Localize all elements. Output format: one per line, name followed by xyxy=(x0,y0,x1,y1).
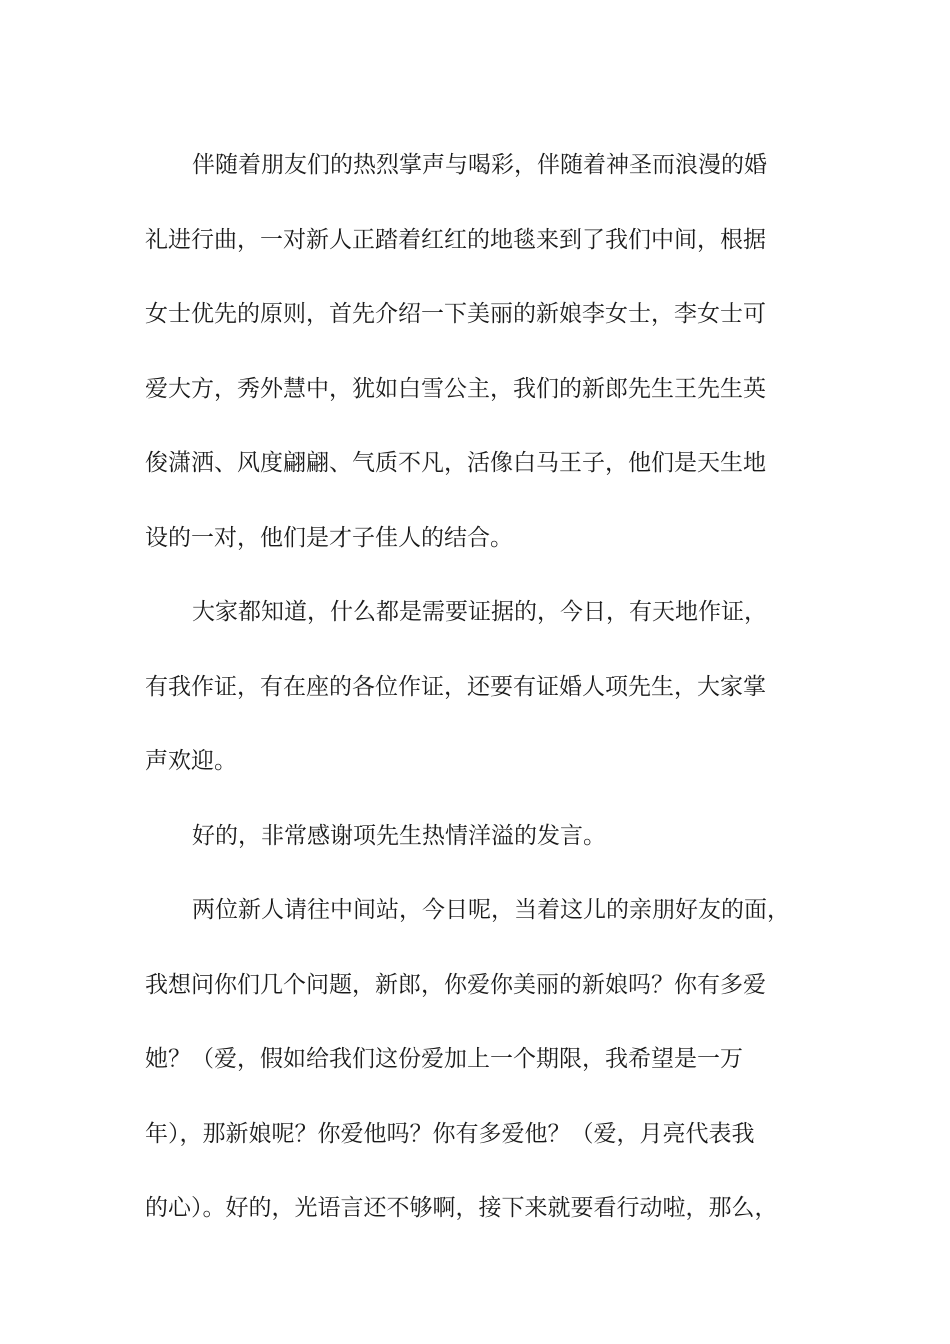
paragraph-1-line-1: 伴随着朋友们的热烈掌声与喝彩，伴随着神圣而浪漫的婚 xyxy=(192,152,767,178)
paragraph-2-line-2: 有我作证，有在座的各位作证，还要有证婚人项先生，大家掌 xyxy=(145,673,766,700)
paragraph-4-line-3: 她？（爱，假如给我们这份爱加上一个期限，我希望是一万 xyxy=(145,1046,743,1072)
paragraph-1-line-3: 女士优先的原则，首先介绍一下美丽的新娘李女士，李女士可 xyxy=(145,301,766,327)
document-body xyxy=(145,128,810,1246)
paragraph-4-line-5: 的心）。好的，光语言还不够啊，接下来就要看行动啦，那么， xyxy=(145,1195,778,1221)
paragraph-3-line-1: 好的，非常感谢项先生热情洋溢的发言。 xyxy=(192,822,606,849)
paragraph-2-line-3: 声欢迎。 xyxy=(145,748,237,774)
paragraph-4-line-2: 我想问你们几个问题，新郎，你爱你美丽的新娘吗？你有多爱 xyxy=(145,971,766,998)
paragraph-4-line-4: 年），那新娘呢？你爱他吗？你有多爱他？（爱，月亮代表我 xyxy=(145,1120,755,1147)
paragraph-1-line-4: 爱大方，秀外慧中，犹如白雪公主，我们的新郎先生王先生英 xyxy=(145,375,766,402)
paragraph-1-line-2: 礼进行曲，一对新人正踏着红红的地毯来到了我们中间，根据 xyxy=(145,226,766,253)
paragraph-1-line-6: 设的一对，他们是才子佳人的结合。 xyxy=(145,524,513,551)
paragraph-2-line-1: 大家都知道，什么都是需要证据的，今日，有天地作证， xyxy=(192,599,767,625)
paragraph-4-line-1: 两位新人请往中间站，今日呢，当着这儿的亲朋好友的面， xyxy=(192,897,790,923)
paragraph-1-line-5: 俊潇洒、风度翩翩、气质不凡，活像白马王子，他们是天生地 xyxy=(145,450,766,476)
